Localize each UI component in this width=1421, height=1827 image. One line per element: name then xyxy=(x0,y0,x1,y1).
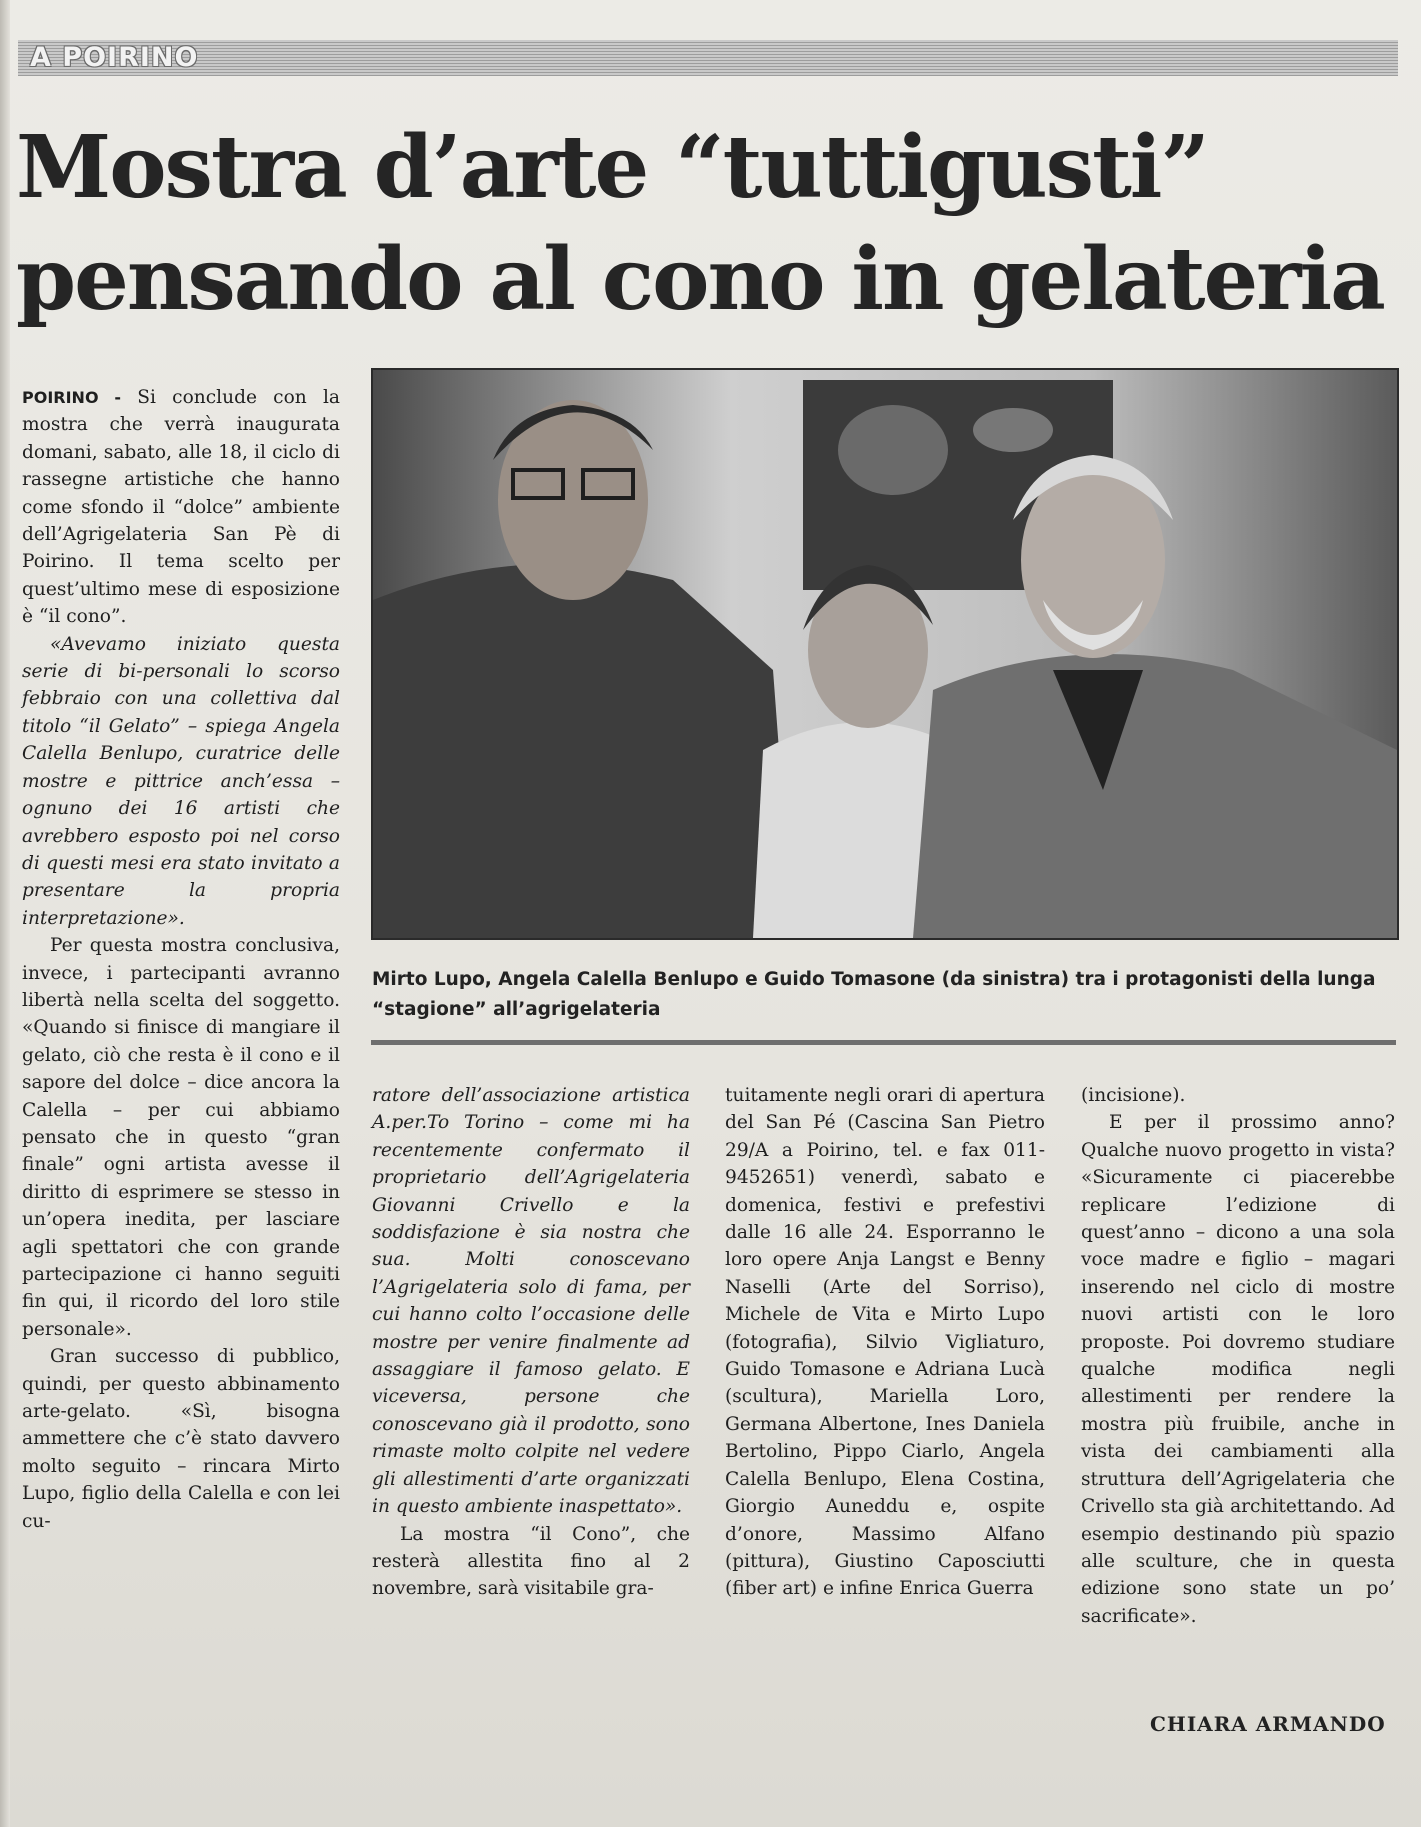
article-column-2 xyxy=(372,1082,690,1603)
paragraph: Per questa mostra conclusiva, invece, i partecipanti avranno libertà nella scelta del soggetto. «Quando si finisce di mangiare il gelato, ciò che resta è il cono e il sapore del dolce – dice ancora la Calella – per cui abbiamo pensato che in questo “gran finale” ogni artista avesse il diritto di esprimere se stesso in un’opera inedita, per lasciare agli spettatori che con grande partecipazione ci hanno seguiti fin qui, il ricordo del loro stile personale». xyxy=(22,935,340,1340)
paragraph: La mostra “il Cono”, che resterà allestita fino al 2 novembre, sarà visitabile gra- xyxy=(372,1523,690,1600)
paragraph: ratore dell’associazione artistica A.per.To Torino – come mi ha recentemente confermato il proprietario dell’Agrigelateria Giovanni Crivello e la soddisfazione è sia nostra che sua. Molti conoscevano l’Agrigelateria solo di fama, per cui hanno colto l’occasione delle mostre per venire finalmente ad assaggiare il famoso gelato. E viceversa, persone che conoscevano già il prodotto, sono rimaste molto colpite nel vedere gli allestimenti d’arte organizzati in questo ambiente inaspettato». xyxy=(372,1085,690,1518)
divider-rule xyxy=(371,1040,1396,1045)
page-edge-shadow xyxy=(0,0,10,1827)
section-banner xyxy=(18,40,1398,76)
photo-illustration xyxy=(373,370,1397,938)
section-label: A POIRINO xyxy=(30,42,199,73)
paragraph: E per il prossimo anno? Qualche nuovo progetto in vista? «Sicuramente ci piacerebbe replicare l’edizione di quest’anno – dicono a una sola voce madre e figlio – magari inserendo nel ciclo di mostre nuovi artisti con le loro proposte. Poi dovremo studiare qualche modifica negli allestimenti per rendere la mostra più fruibile, anche in vista dei cambiamenti alla struttura dell’Agrigelateria che Crivello sta già architettando. Ad esempio destinando più spazio alle sculture, che in questa edizione sono state un po’ sacrificate». xyxy=(1081,1112,1395,1627)
article-photo xyxy=(371,368,1399,940)
photo-caption: Mirto Lupo, Angela Calella Benlupo e Guido Tomasone (da sinistra) tra i protagonisti della lunga “stagione” all’agrigelateria xyxy=(372,969,1376,1020)
paragraph xyxy=(22,384,340,631)
headline: Mostra d’arte “tuttigusti” pensando al cono in gelateria xyxy=(16,117,1384,330)
article-column-1 xyxy=(22,384,340,1535)
article-column-4 xyxy=(1081,1082,1395,1630)
paragraph: (incisione). xyxy=(1081,1085,1186,1106)
paragraph: tuitamente negli orari di apertura del San Pé (Cascina San Pietro 29/A a Poirino, tel. e fax 011-9452651) venerdì, sabato e domenica, festivi e prefestivi dalle 16 alle 24. Esporranno le loro opere Anja Langst e Benny Naselli (Arte del Sorriso), Michele de Vita e Mirto Lupo (fotografia), Silvio Vigliaturo, Guido Tomasone e Adriana Lucà (scultura), Mariella Loro, Germana Albertone, Ines Daniela Bertolino, Pippo Ciarlo, Angela Calella Benlupo, Elena Costina, Giorgio Auneddu e, ospite d’onore, Massimo Alfano (pittura), Giustino Caposciutti (fiber art) e infine Enrica Guerra xyxy=(725,1085,1045,1600)
paragraph: Gran successo di pubblico, quindi, per questo abbinamento arte-gelato. «Sì, bisogna ammettere che c’è stato davvero molto seguito – rincara Mirto Lupo, figlio della Calella e con lei cu- xyxy=(22,1346,340,1532)
paragraph: «Avevamo iniziato questa serie di bi-personali lo scorso febbraio con una collettiva dal titolo “il Gelato” – spiega Angela Calella Benlupo, curatrice delle mostre e pittrice anch’essa – ognuno dei 16 artisti che avrebbero esposto poi nel corso di questi mesi era stato invitato a presentare la propria interpretazione». xyxy=(22,633,340,929)
byline: CHIARA ARMANDO xyxy=(1150,1712,1386,1736)
dateline: POIRINO - xyxy=(22,388,122,407)
article-column-3 xyxy=(725,1082,1045,1603)
paragraph-text: Si conclude con la mostra che verrà inaugurata domani, sabato, alle 18, il ciclo di rassegne artistiche che hanno come sfondo il “dolce” ambiente dell’Agrigelateria San Pè di Poirino. Il tema scelto per quest’ultimo mese di esposizione è “il cono”. xyxy=(22,387,340,628)
